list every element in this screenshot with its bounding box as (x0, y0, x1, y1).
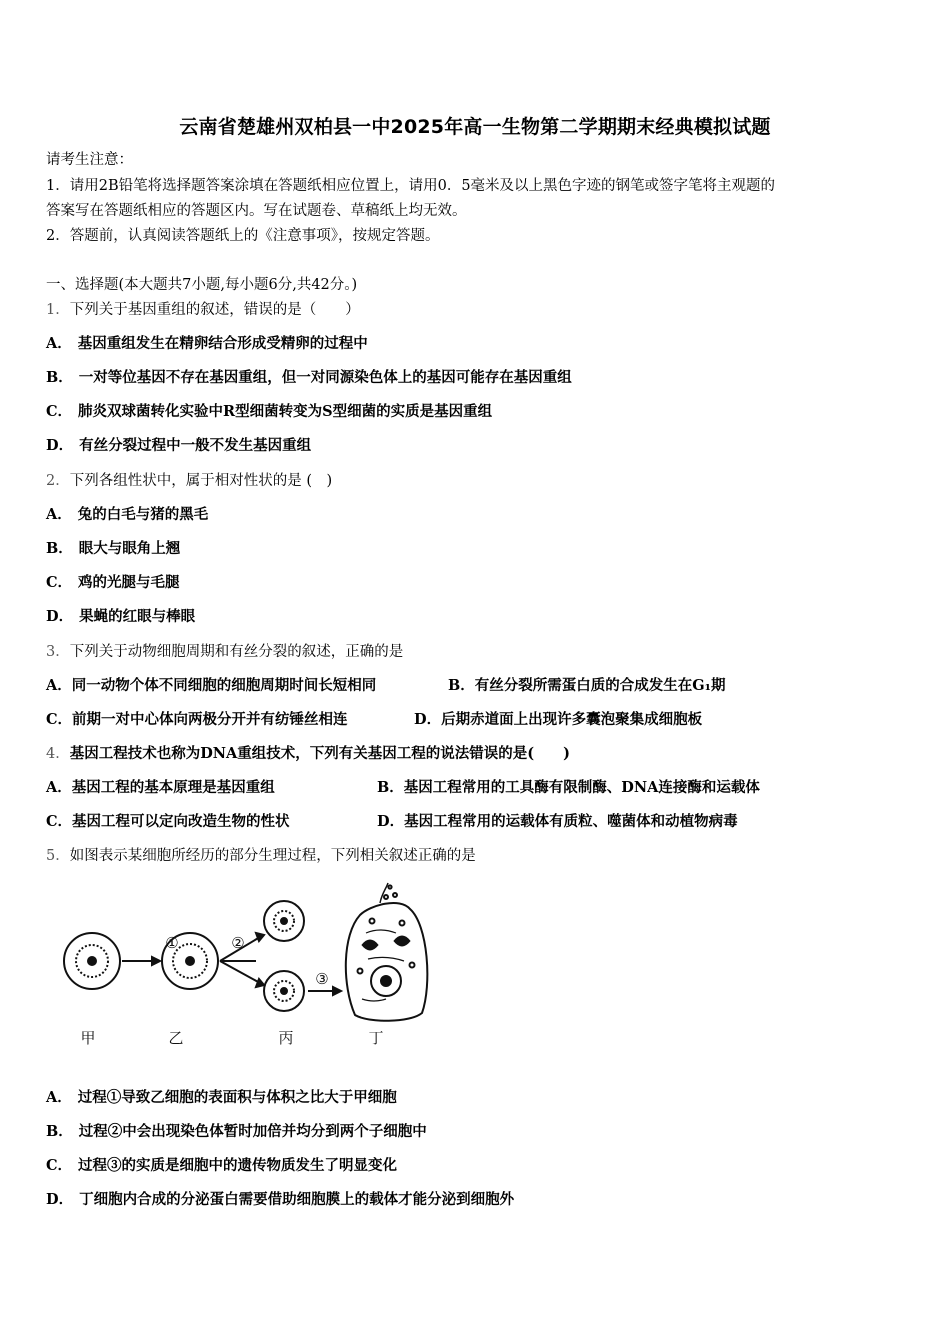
figure-label: 乙 (168, 1029, 184, 1047)
option-4d[interactable]: D．基因工程常用的运载体有质粒、噬菌体和动植物病毒 (377, 813, 738, 830)
option-2d[interactable]: D． 果蝇的红眼与棒眼 (46, 608, 196, 625)
option-5d[interactable]: D． 丁细胞内合成的分泌蛋白需要借助细胞膜上的载体才能分泌到细胞外 (46, 1191, 515, 1208)
option-2c[interactable]: C． 鸡的光腿与毛腿 (46, 574, 180, 591)
section-heading: 一、选择题(本大题共7小题,每小题6分,共42分。) (46, 277, 358, 293)
question-5 (46, 846, 476, 866)
option-1b[interactable]: B． 一对等位基因不存在基因重组，但一对同源染色体上的基因可能存在基因重组 (46, 369, 572, 386)
option-2b[interactable]: B． 眼大与眼角上翘 (46, 540, 181, 557)
figure-label: 丙 (278, 1029, 294, 1047)
question-number: 5． (46, 848, 70, 864)
cell-jia (64, 933, 120, 989)
cell-bing-top (264, 901, 304, 941)
step-label: ② (231, 934, 245, 952)
notice-item: 答案写在答题纸相应的答题区内。写在试题卷、草稿纸上均无效。 (46, 203, 467, 219)
option-1d[interactable]: D． 有丝分裂过程中一般不发生基因重组 (46, 437, 312, 454)
option-3d[interactable]: D．后期赤道面上出现许多囊泡聚集成细胞板 (414, 711, 703, 728)
option-1c[interactable]: C． 肺炎双球菌转化实验中R型细菌转变为S型细菌的实质是基因重组 (46, 403, 493, 420)
option-5a[interactable]: A． 过程①导致乙细胞的表面积与体积之比大于甲细胞 (46, 1089, 397, 1106)
question-3 (46, 642, 403, 662)
cell-bing-bottom (264, 971, 304, 1011)
cell-ding (346, 883, 428, 1021)
option-4b[interactable]: B．基因工程常用的工具酶有限制酶、DNA连接酶和运载体 (377, 779, 760, 796)
notice-heading: 请考生注意： (46, 152, 133, 168)
question-stem: 下列各组性状中，属于相对性状的是 ( ) (69, 473, 333, 489)
question-1 (46, 300, 360, 320)
step-label: ③ (315, 970, 329, 988)
option-4a[interactable]: A．基因工程的基本原理是基因重组 (46, 779, 275, 796)
option-4c[interactable]: C．基因工程可以定向改造生物的性状 (46, 813, 290, 830)
question-stem: 下列关于动物细胞周期和有丝分裂的叙述，正确的是 (69, 644, 404, 660)
figure-label: 丁 (368, 1029, 384, 1047)
question-4 (46, 744, 570, 764)
option-3a[interactable]: A．同一动物个体不同细胞的细胞周期时间长短相同 (46, 677, 377, 694)
step-label: ① (165, 934, 179, 952)
question-stem: 基因工程技术也称为DNA重组技术，下列有关基因工程的说法错误的是( ) (69, 745, 571, 762)
option-5b[interactable]: B． 过程②中会出现染色体暂时加倍并均分到两个子细胞中 (46, 1123, 427, 1140)
option-2a[interactable]: A． 兔的白毛与猪的黑毛 (46, 506, 209, 523)
question-2 (46, 471, 332, 491)
cell-process-figure (50, 875, 440, 1055)
question-number: 1． (46, 302, 70, 318)
question-number: 3． (46, 644, 70, 660)
figure-label: 甲 (80, 1029, 96, 1047)
notice-item: 1．请用2B铅笔将选择题答案涂填在答题纸相应位置上，请用0．5毫米及以上黑色字迹的钢笔或签字笔将主观题的 (46, 178, 776, 194)
option-3b[interactable]: B．有丝分裂所需蛋白质的合成发生在G₁期 (448, 677, 726, 694)
question-stem: 下列关于基因重组的叙述，错误的是（ ） (69, 302, 360, 318)
option-1a[interactable]: A． 基因重组发生在精卵结合形成受精卵的过程中 (46, 335, 368, 352)
notice-item: 2．答题前，认真阅读答题纸上的《注意事项》，按规定答题。 (46, 228, 440, 244)
question-number: 2． (46, 473, 70, 489)
exam-title: 云南省楚雄州双柏县一中2025年高一生物第二学期期末经典模拟试题 (179, 116, 771, 138)
question-number: 4． (46, 746, 70, 762)
option-5c[interactable]: C． 过程③的实质是细胞中的遗传物质发生了明显变化 (46, 1157, 398, 1174)
question-stem: 如图表示某细胞所经历的部分生理过程，下列相关叙述正确的是 (69, 848, 476, 864)
option-3c[interactable]: C．前期一对中心体向两极分开并有纺锤丝相连 (46, 711, 348, 728)
